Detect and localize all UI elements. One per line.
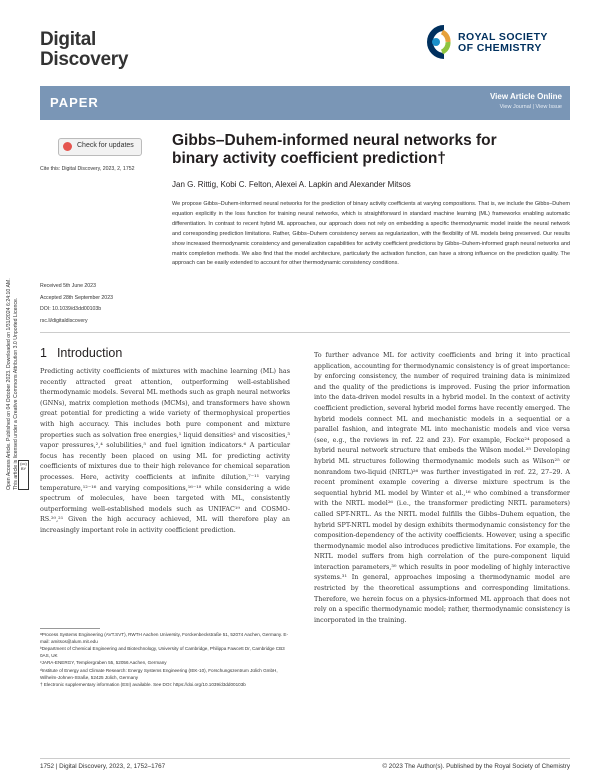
check-for-updates-label: Check for updates bbox=[77, 142, 134, 149]
footnote-affiliation-b: ᵇDepartment of Chemical Engineering and Biotechnology, University of Cambridge, Philippa Fawcett Dr, Cambridge CB3 0AS, UK bbox=[40, 646, 285, 658]
section-number: 1 bbox=[40, 346, 47, 360]
footer-copyright: © 2023 The Author(s). Published by the Royal Society of Chemistry bbox=[382, 763, 570, 770]
section-heading bbox=[40, 346, 132, 360]
footnote-divider bbox=[40, 628, 100, 629]
footer-divider bbox=[40, 758, 570, 759]
article-type: PAPER bbox=[50, 95, 99, 110]
article-type-banner bbox=[40, 86, 570, 120]
article-title: Gibbs–Duhem-informed neural networks for binary activity coefficient prediction† bbox=[172, 132, 497, 167]
body-column-left: Predicting activity coefficients of mixtures with machine learning (ML) has recently attracted great attention, outperforming well-established thermodynamic models. Several ML methods such as graph neural networks (GNNs), matrix completion methods (MCMs), and transformers have shown great potential for predicting a wide variety of thermophysical properties with high accuracy. This includes both pure component and mixture properties such as solvation free energies,¹ liquid densities² and viscosities,³ vapor pressures,²,⁴ solubilities,⁵ and fuel ignition indicators.⁶ A particular focus has recently been placed on using ML for predicting activity coefficients of mixtures due to their high relevance for chemical separation processes. Here, activity coefficients at infinite dilution,⁷⁻¹¹ varying temperature,¹²⁻¹⁶ and varying compositions,¹⁶⁻¹⁸ while considering a wide spectrum of molecules, have been targeted with ML, consistently outperforming well-established models such as UNIFAC¹⁹ and COSMO-RS.²⁰,²¹ Given the high accuracy achieved, ML will therefore play an increasingly important role in activity coefficient prediction. bbox=[40, 367, 290, 534]
footnote-affiliation-c: ᶜJARA-ENERGY, Templergraben 55, 52056 Aachen, Germany bbox=[40, 660, 167, 666]
divider bbox=[40, 332, 570, 333]
update-icon bbox=[63, 142, 72, 151]
check-for-updates-button[interactable] bbox=[58, 138, 142, 156]
license-line-2: This article is licensed under a Creative Commons Attribution 3.0 Unported Licence. bbox=[13, 297, 19, 490]
abstract: We propose Gibbs–Duhem-informed neural networks for the prediction of binary activity coefficients at varying compositions. That is, we include the Gibbs–Duhem equation explicitly in the loss function for training neural networks, which is straightforward in standard machine learning (ML) frameworks enabling automatic differentiation. In contrast to recent hybrid ML approaches, our approach does not rely on embedding a specific thermodynamic model inside the neural network and corresponding prediction limitations. Rather, Gibbs–Duhem consistency serves as regularization, with the flexibility of ML models being preserved. Our results show increased thermodynamic consistency and generalization capabilities for activity coefficient predictions by Gibbs–Duhem-informed graph neural networks and matrix completion methods. We also find that the model architecture, particularly the activation function, can have a strong influence on the prediction quality. The approach can be easily extended to account for other thermodynamic consistency conditions. bbox=[172, 201, 570, 267]
publisher-logo bbox=[418, 22, 568, 66]
journal-site-link[interactable]: rsc.li/digitaldiscovery bbox=[40, 317, 88, 324]
footnote-affiliation-d: ᵈInstitute of Energy and Climate Research: Energy Systems Engineering (IEK-10), Forschungszentrum Jülich GmbH, Wilhelm-Johnen-Straße, 52425 Jülich, Germany bbox=[40, 667, 278, 680]
publisher-name-line2: OF CHEMISTRY bbox=[458, 42, 542, 54]
rsc-emblem-icon bbox=[418, 22, 454, 62]
body-column-right: To further advance ML for activity coefficients and bring it into practical application, accounting for thermodynamic consistency is of great importance: by enforcing consistency, the number of required training data is minimized and the quality of the predictions is improved. Fusing the prior information into the data-driven model results in a hybrid model. In the context of activity coefficient prediction, several hybrid model forms have recently emerged. The hybrid models connect ML and mechanistic models in a sequential or a parallel fashion, and integrate ML into mechanistic models and vice versa (see, e.g., the reviews in ref. 22 and 23). For example, Focke²⁴ proposed a hybrid neural network structure that embeds the Wilson model.²⁵ Developing hybrid ML structures following thermodynamic models such as Wilson²⁵ or nonrandom two-liquid (NRTL)²⁶ was further investigated in ref. 22, 27–29. A recent prominent example covering a diverse mixture spectrum is the sequential hybrid ML model by Winter et al.,¹⁶ who combined a transformer with the NRTL model²⁶ (i.e., the transformer predicting NRTL parameters) called SPT-NRTL. As the NRTL model fulfills the Gibbs–Duhem equation, the hybrid SPT-NRTL model by design exhibits thermodynamic consistency for the composition-dependency of the activity coefficients. However, using a specific thermodynamic model also introduces predictive limitations. For example, the NRTL model suffers from high correlation of the pure-component liquid interaction parameters,³⁰ which results in poor modeling of highly interactive systems.³¹ In general, approaches imposing a thermodynamic model are restricted by the theoretical assumptions and corresponding limitations. Therefore, we herein focus on a physics-informed ML approach that does not rely on a specific thermodynamic model; rather, thermodynamic consistency is incorporated in the training. bbox=[314, 351, 570, 624]
journal-title: Digital Discovery bbox=[40, 29, 129, 70]
accepted-date: Accepted 28th September 2023 bbox=[40, 294, 113, 301]
view-journal-issue-links[interactable]: View Journal | View Issue bbox=[499, 104, 562, 110]
article-metadata bbox=[40, 282, 160, 328]
footer-page-info: 1752 | Digital Discovery, 2023, 2, 1752–1767 bbox=[40, 763, 166, 770]
received-date: Received 5th June 2023 bbox=[40, 283, 96, 289]
author-list: Jan G. Rittig, Kobi C. Felton, Alexei A. Lapkin and Alexander Mitsos bbox=[172, 180, 411, 189]
license-line-1: Open Access Article. Published on 04 October 2023. Downloaded on 1/31/2024 6:24:10 AM. bbox=[6, 278, 12, 490]
cc-license-icon[interactable]: (cc) BY bbox=[18, 460, 29, 490]
footnote-affiliation-a: ᵃProcess Systems Engineering (AVT.SVT), RWTH Aachen University, Forckenbeckstraße 51, 52074 Aachen, Germany. E-mail: amitsos@alum.mit.edu bbox=[40, 632, 288, 644]
footnotes bbox=[40, 632, 290, 690]
citation: Cite this: Digital Discovery, 2023, 2, 1752 bbox=[40, 166, 135, 172]
section-title: Introduction bbox=[56, 346, 123, 360]
view-article-online-link[interactable]: View Article Online bbox=[489, 92, 562, 101]
doi-link[interactable]: DOI: 10.1039/d3dd00103b bbox=[40, 306, 102, 312]
footnote-esi: † Electronic supplementary information (ESI) available. See DOI: https://doi.org/10.1039/d3dd00103b bbox=[40, 682, 246, 688]
publisher-name-line1: ROYAL SOCIETY bbox=[458, 31, 548, 43]
license-strip bbox=[4, 160, 26, 490]
